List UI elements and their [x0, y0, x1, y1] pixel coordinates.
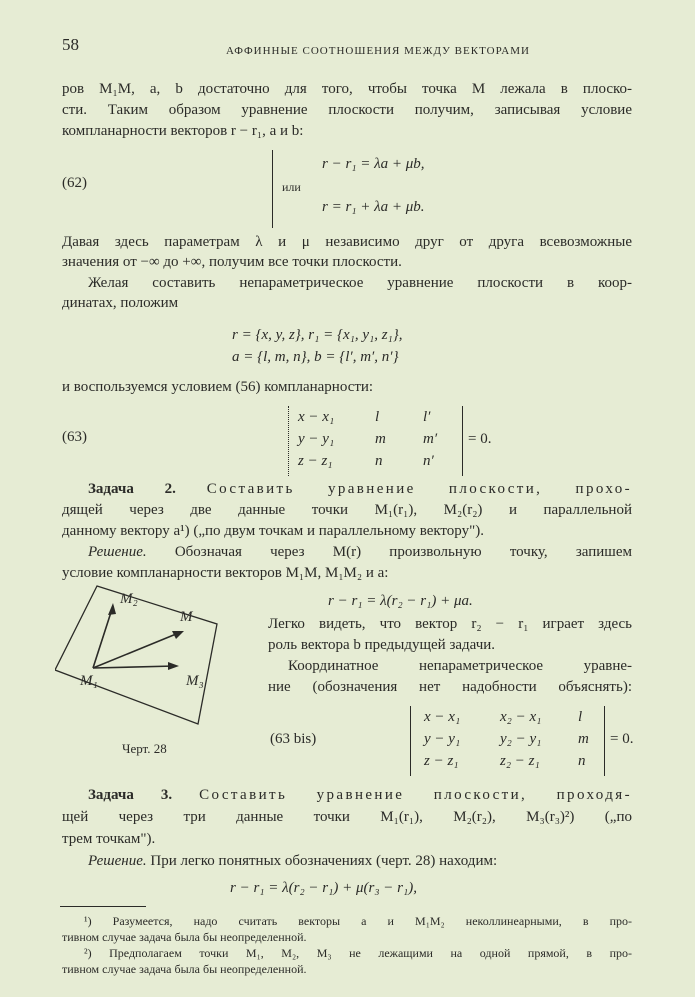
vector-m1m3	[93, 666, 175, 668]
task-title: Задача 2.	[88, 481, 176, 497]
paragraph-line: динатах, положим	[62, 295, 179, 311]
task-2-line	[88, 480, 632, 498]
coords-line: a = {l, m, n}, b = {l′, m′, n′}	[232, 349, 399, 365]
footnote-line: ²) Предполагаем точки M₁, M₂, M₃ не лежащими на одной прямой, в про-	[84, 946, 632, 960]
matrix-cell: z − z₁	[298, 453, 333, 469]
footnote-line: ¹) Разумеется, надо считать векторы a и M₁M₂ неколлинеарными, в про-	[84, 914, 632, 928]
page-number: 58	[62, 35, 79, 54]
solution-label: Решение.	[88, 544, 147, 560]
paragraph-line: Желая составить непараметрическое уравнение плоскости в коор-	[88, 275, 632, 291]
matrix-cell: x − x₁	[298, 409, 335, 425]
matrix-cell: l	[578, 709, 583, 725]
determinant-bar	[288, 406, 289, 476]
arrowhead-icon	[168, 662, 179, 670]
formula: r − r₁ = λ(r₂ − r₁) + μa.	[328, 593, 473, 609]
paragraph-line: значения от −∞ до +∞, получим все точки плоскости.	[62, 254, 402, 270]
vector-m1m2	[93, 606, 113, 668]
task-text: Составить уравнение плоскости, проходя-	[199, 787, 632, 803]
solution-text: Обозначая через M(r) произвольную точку, запишем	[174, 544, 632, 560]
paragraph-line: щей через три данные точки M₁(r₁), M₂(r₂), M₃(r₃)²) („по	[62, 809, 632, 825]
solution-line	[88, 543, 632, 561]
footnote-divider	[60, 906, 146, 907]
matrix-cell: y − y₁	[298, 431, 335, 447]
formula: r − r₁ = λ(r₂ − r₁) + μ(r₃ − r₁),	[230, 880, 417, 896]
running-title: АФФИННЫЕ СООТНОШЕНИЯ МЕЖДУ ВЕКТОРАМИ	[226, 45, 530, 57]
paragraph-line: Давая здесь параметрам λ и μ независимо друг от друга всевозможные	[62, 234, 632, 250]
paragraph-line: и воспользуемся условием (56) компланарности:	[62, 379, 374, 395]
coords-line: r = {x, y, z}, r₁ = {x₁, y₁, z₁},	[232, 327, 403, 343]
footnote-line: тивном случае задача была бы неопределенной.	[62, 962, 307, 976]
or-text: или	[282, 180, 301, 194]
matrix-cell: n	[578, 753, 586, 769]
paragraph-line: сти. Таким образом уравнение плоскости получим, записывая условие	[62, 102, 632, 118]
matrix-cell: x − x₁	[424, 709, 461, 725]
task-3-line	[88, 786, 632, 804]
vector-m1m	[93, 632, 181, 668]
paragraph-line: данному вектору a¹) („по двум точкам и параллельному вектору").	[62, 523, 484, 539]
determinant-bar	[462, 406, 463, 476]
determinant-bar	[604, 706, 605, 776]
brace-bar	[272, 150, 273, 228]
task-text: Составить уравнение плоскости, прохо-	[206, 481, 632, 497]
paragraph-line: трем точкам").	[62, 831, 156, 847]
equation-line: r − r₁ = λa + μb,	[322, 156, 425, 172]
paragraph-line: ние (обозначения нет надобности объяснять):	[268, 679, 632, 695]
arrowhead-icon	[108, 603, 116, 615]
paragraph-line: Легко видеть, что вектор r₂ − r₁ играет здесь	[268, 616, 632, 632]
solution-line	[88, 852, 632, 870]
equation-label: (63)	[62, 429, 87, 445]
footnote-line: тивном случае задача была бы неопределенной.	[62, 930, 307, 944]
matrix-cell: n	[375, 453, 383, 469]
point-label: M	[180, 609, 193, 625]
matrix-cell: m	[578, 731, 589, 747]
solution-label: Решение.	[88, 853, 147, 869]
paragraph-line: дящей через две данные точки M₁(r₁), M₂(r₂) и параллельной	[62, 502, 632, 518]
paragraph-line: компланарности векторов r − r₁, a и b:	[62, 123, 304, 139]
matrix-cell: y − y₁	[424, 731, 461, 747]
paragraph-line: ров M₁M, a, b достаточно для того, чтобы точка M лежала в плоско-	[62, 81, 632, 97]
matrix-cell: y₂ − y₁	[500, 731, 542, 747]
equation-rhs: = 0.	[610, 731, 634, 747]
matrix-cell: l	[375, 409, 380, 425]
point-label: M₂	[120, 591, 138, 607]
point-label: M₁	[80, 673, 98, 689]
determinant-bar	[410, 706, 411, 776]
matrix-cell: x₂ − x₁	[500, 709, 542, 725]
task-title: Задача 3.	[88, 787, 173, 803]
equation-rhs: = 0.	[468, 431, 492, 447]
matrix-cell: n′	[423, 453, 434, 469]
paragraph-line: роль вектора b предыдущей задачи.	[268, 637, 496, 653]
point-label: M₃	[186, 673, 204, 689]
solution-text: При легко понятных обозначениях (черт. 28) находим:	[150, 853, 498, 869]
matrix-cell: l′	[423, 409, 431, 425]
figure-caption: Черт. 28	[122, 741, 167, 756]
matrix-cell: m′	[423, 431, 438, 447]
equation-label: (63 bis)	[270, 731, 317, 747]
paragraph-line: условие компланарности векторов M₁M, M₁M₂ и a:	[62, 565, 389, 581]
matrix-cell: z₂ − z₁	[500, 753, 540, 769]
equation-line: r = r₁ + λa + μb.	[322, 199, 425, 215]
matrix-cell: m	[375, 431, 386, 447]
paragraph-line: Координатное непараметрическое уравне-	[288, 658, 632, 674]
matrix-cell: z − z₁	[424, 753, 459, 769]
equation-label: (62)	[62, 175, 87, 191]
